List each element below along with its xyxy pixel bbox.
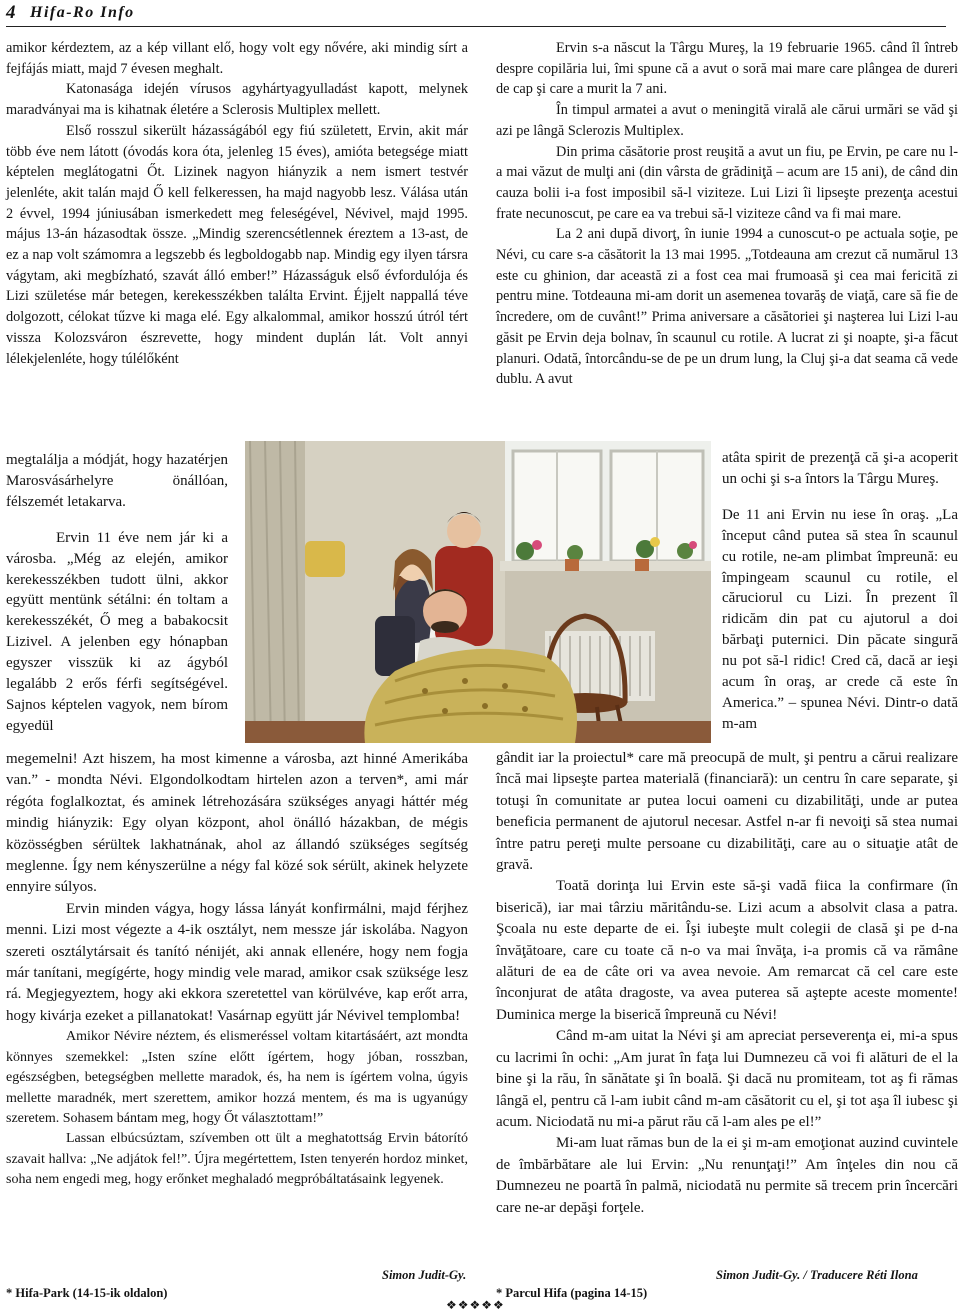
ro-paragraph: În timpul armatei a avut o meningită virală ale cărui urmări se văd şi azi pe lângă Sclerozis Multiplex. [496,102,958,139]
end-ornament: ❖❖❖❖❖ [446,1298,505,1312]
hu-paragraph: Első rosszul sikerült házasságából egy fiú született, Ervin, akit már több éve nem látott (óvodás kora óta, jelenleg 15 éves), amióta betegsége miatt képtelen meglátogatni Őt. Lizinek nagyon hiányzik a nem ismert testvér jelenléte, akit talán majd Ő kell felkeressen, ha majd nagyobb lesz. Válása után 2 évvel, 1994 júniusában ismerkedett meg feleségével, Névivel, majd 1995. május 13-án házasodtak össze. „Mindig szerencsétlennek éreztem a 13-ast, de ez a nap volt számomra a legszebb és legboldogabb nap. Mindig egy ilyen társra vágytam, aki megbízható, szavát álló ember!” Házasságuk első évfordulója és Lizi születése már betegen, kerekesszékben találta Ervint. Éjjelt nappallá téve dolgozott, célokat tűzve ki maga elé. Egy alkalommal, amikor hosszú útról tért vissza Kolozsváron észrevette, hogy mindent duplán lát. Volt annyi lélekjelenléte, hogy túlélőként [6,122,468,367]
hu-paragraph: Ervin 11 éve nem jár ki a városba. „Még az elején, amikor kerekesszékben tudott ülni, akkor együtt mentünk sétálni: én toltam a kerekesszékét, Ő meg a babakocsit Lizivel. A jelenben egy hónapban egyszer visszük ki az ágyból legalább 2 erős férfi segítségével. Sajnos képtelen vagyok, nem bírom egyedül [6,529,228,734]
ro-paragraph: Mi-am luat rămas bun de la ei şi m-am emoţionat auzind cuvintele de îmbărbătare ale lui Ervin: „Nu renunţaţi!” Am înţeles din nou că Dumnezeu ne poartă în palmă, niciodată nu permite să trecem prin încercări care ne-ar depăşi forţele. [496,1135,958,1216]
hungarian-signature: Simon Judit-Gy. [382,1268,467,1282]
hu-paragraph: amikor kérdeztem, az a kép villant elő, hogy volt egy nővére, aki mindig sírt a fejfájás miatt, majd 7 évesen meghalt. [6,40,468,77]
ro-paragraph: gândit iar la proiectul* care mă preocupă de mult, şi pentru a cărui realizare încă mai lipseşte partea materială (financiară): un centru în care separate, şi totuşi în comunitate ar putea locui oameni cu dizabilităţi, unde ar putea beneficia permanent de ajutorul necesar. Astfel n-ar fi nevoiţi să stea numai între patru pereţi multe persoane cu dizabilităţi, care au o situaţie atât de gravă. [496,750,958,874]
page-number: 4 [6,2,16,23]
hu-paragraph: Ervin minden vágya, hogy lássa lányát konfirmálni, majd férjhez menni. Lizi most végezte a 4-ik osztályt, nem messze jár iskolába. Nagyon szereti osztálytársait és tanító nénijét, aki annak ellenére, hogy nem fogja már tanítani, megígérte, hogy mindig vele marad, amikor csak szüksége lesz rá. Megjegyeztem, hogy aki ekkora szeretettel van körülvéve, kap erőt arra, hogy kivárja ezeket a pillanatokat! Vasárnap együtt jár Névivel templomba! [6,900,468,1024]
romanian-signature: Simon Judit-Gy. / Traducere Réti Ilona [716,1268,918,1282]
romanian-column-bottom [496,748,958,1219]
ro-paragraph: Din prima căsătorie prost reuşită a avut un fiu, pe Ervin, pe care nu l-a mai văzut de mulţi ani (din vârsta de grădiniţă – acum are 15 ani), de când din cauza bolii i-a fost imposibil să-l viziteze. Lui Lizi îi lipseşte prezenţa acestui frate necunoscut, pe care ea va trebui să-l viziteze când va fi mai mare. [496,143,958,222]
hu-paragraph: Amikor Névire néztem, és elismeréssel voltam kitartásáért, azt mondta könnyes szemekkel: „Isten színe előtt ígértem, hogy jóban, rosszban, egészségben, betegségben mellette maradok, és, ha nem is ígértem volna, úgyis mellette maradnék, mert szerettem, amikor hozzá mentem, és ma is ugyanúgy szeretem. Sohasem bántam meg, hogy Őt választottam!” [6,1029,468,1126]
hu-paragraph: megemelni! Azt hiszem, ha most kimenne a városba, azt hinné Amerikába van.” - mondta Névi. Elgondolkodtam hirtelen azon a terven*, ami már régóta foglalkoztat, és aminek létrehozására szükséges anyagi háttér még mindig hiányzik: Egy olyan központ, ahol önálló házakban, de mégis közösségben sérültek lakhatnának, ahol az állandó szükséges segítség meglenne. Így nem kényszerülne a négy fal közé sok sérült, akinek helyzete ennyire súlyos. [6,751,468,896]
ro-paragraph: Ervin s-a născut la Târgu Mureş, la 19 februarie 1965. când îl întreb despre copilăria lui, îmi spune că a avut o soră mai mare care plângea de dureri de cap şi care a murit la 7 ani. [496,40,958,98]
ro-paragraph: atâta spirit de prezenţă că şi-a acoperit un ochi şi s-a întors la Târgu Mureş. [722,450,958,487]
hu-paragraph: Lassan elbúcsúztam, szívemben ott ült a meghatottság Ervin bátorító szavait hallva: „Ne adjátok fel!”. Újra megértettem, Isten tenyerén hordoz minket, soha nem engedi meg, hogy erőnket meghaladó megpróbáltatásaink legyenek. [6,1131,468,1188]
page-header [6,2,946,27]
ro-paragraph: Când m-am uitat la Névi şi am apreciat perseverenţa ei, mi-a spus cu lacrimi în ochi: „Am jurat în faţa lui Dumnezeu că voi fi alături de el la bine şi la rău, în sănătate şi în boală. Şi dacă nu promiteam, tot aş fi rămas lângă el, pentru că l-am iubit când m-am căsătorit cu el, şi tot aşa îl iubesc şi acum. Niciodată nu mi-a părut rău că l-am ales pe el!” [496,1028,958,1130]
hungarian-footnote: * Hifa-Park (14-15-ik oldalon) [6,1286,168,1300]
hungarian-column-bottom [6,749,468,1191]
family-photo [245,441,711,743]
hu-paragraph: megtalálja a módját, hogy hazatérjen Marosvásárhelyre önállóan, félszemét letakarva. [6,452,228,510]
magazine-title: Hifa-Ro Info [30,4,135,21]
ro-paragraph: De 11 ani Ervin nu iese în oraş. „La început când putea să stea în scaunul cu rotile, ne-am plimbat împreună: eu împingeam scaunul cu rotile, el căruciorul cu Lizi. În prezent îl ridicăm din pat cu ajutorul a doi bărbaţi puternici. Din păcate singură nu pot să-l ridic! Cred că, dacă ar ieşi acum în oraş, ar crede că este în America.” – spunea Névi. Dintr-o dată m-am [722,506,958,732]
hungarian-column-top [6,38,468,369]
romanian-column-top [496,38,958,390]
ro-paragraph: Toată dorinţa lui Ervin este să-şi vadă fiica la confirmare (în biserică), iar mai târziu măritându-se. Lizi acum a absolvit clasa a patra. Şcoala nu este departe de ei. Îşi iubeşte mult colegii de clasă şi pe d-na învăţătoare, care cu toate că n-o va mai învăţa, i-a promis că va rămâne alături de ea de câte ori va avea nevoie. Am remarcat că cel care este înconjurat de atâta dragoste, va avea puterea să aştepte aceste momente! Duminica merge la biserică împreună cu Névi! [496,878,958,1023]
ro-paragraph: La 2 ani după divorţ, în iunie 1994 a cunoscut-o pe actuala soţie, pe Névi, cu care s-a căsătorit la 13 mai 1995. „Totdeauna am crezut că numărul 13 este cu ghinion, dar această zi a fost cea mai frumoasă şi cea mai fericită zi pentru mine. Totdeauna mi-am dorit un asemenea tovarăş de viaţă, care să fie de încredere, om de cuvânt!” Prima aniversare a căsătoriei şi naşterea lui Lizi l-au găsit pe Ervin deja bolnav, în scaunul cu rotile. A lucrat zi şi noapte, şi-a făcut planuri. Odată, întorcându-se de pe un drum lung, la Cluj şi-a dat seama că vede dublu. A avut [496,226,958,388]
hu-paragraph: Katonasága idején vírusos agyhártyagyulladást kapott, melynek maradványai ma is kihatnak életére a Sclerosis Multiplex mellett. [6,81,468,119]
hungarian-column-narrow [6,435,228,752]
romanian-column-narrow [722,433,958,750]
romanian-footnote: * Parcul Hifa (pagina 14-15) [496,1286,648,1300]
family-photo-illustration [245,441,711,743]
